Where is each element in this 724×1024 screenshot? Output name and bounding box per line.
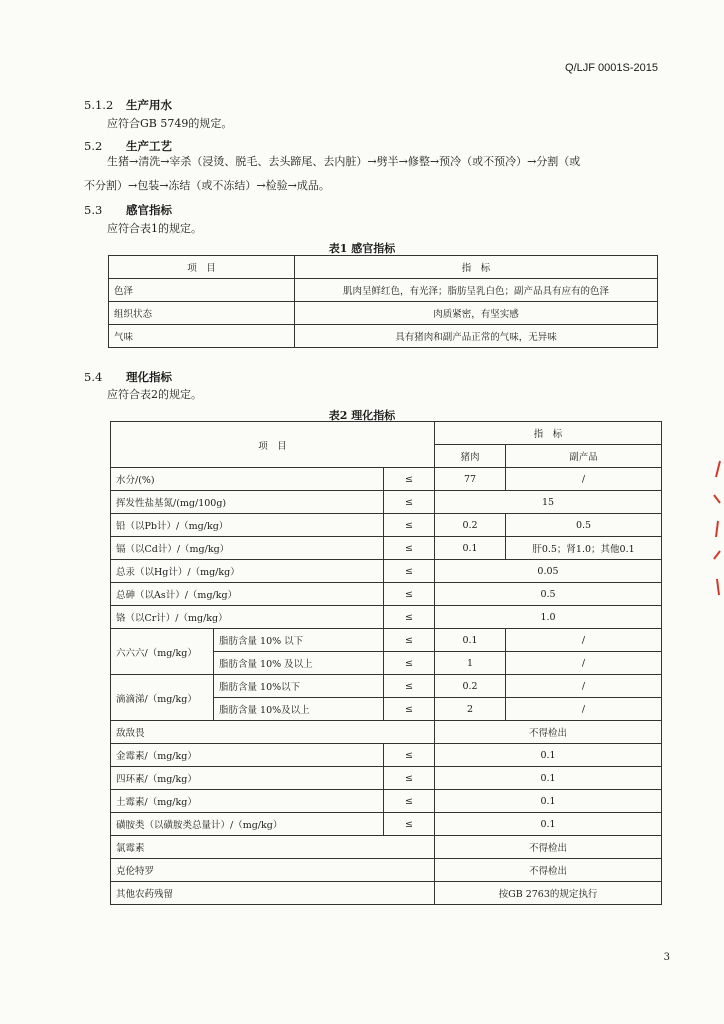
- table-row-item: 六六六/（mg/kg）: [111, 629, 214, 675]
- merged-value: 0.1: [435, 767, 662, 790]
- table-row-item: 氯霉素: [111, 836, 435, 859]
- le-symbol: ≤: [384, 675, 435, 698]
- table-row-item: 镉（以Cd计）/（mg/kg）: [111, 537, 384, 560]
- merged-value: 0.5: [435, 583, 662, 606]
- byproduct-value: /: [506, 629, 662, 652]
- pork-value: 0.1: [435, 629, 506, 652]
- merged-value: 15: [435, 491, 662, 514]
- le-symbol: ≤: [384, 813, 435, 836]
- le-symbol: ≤: [384, 606, 435, 629]
- sub-condition: 脂肪含量 10% 及以上: [214, 652, 384, 675]
- table1-row-value: 肌肉呈鲜红色，有光泽；脂肪呈乳白色；副产品具有应有的色泽: [295, 279, 658, 302]
- le-symbol: ≤: [384, 698, 435, 721]
- process-line-2: 不分割）→包装→冻结（或不冻结）→检验→成品。: [84, 179, 330, 192]
- sensory-table: [108, 255, 658, 348]
- table2-caption: 表2 理化指标: [328, 409, 396, 422]
- pork-value: 0.2: [435, 675, 506, 698]
- pork-value: 2: [435, 698, 506, 721]
- table-row-item: 挥发性盐基氮/(mg/100g): [111, 491, 384, 514]
- heading-5-3: 5.3 感官指标: [84, 203, 172, 217]
- le-symbol: ≤: [384, 537, 435, 560]
- merged-value: 0.1: [435, 744, 662, 767]
- byproduct-value: /: [506, 698, 662, 721]
- process-line-1: 生猪→清洗→宰杀（浸烫、脱毛、去头蹄尾、去内脏）→劈半→修整→预冷（或不预冷）→分割（或: [107, 155, 581, 168]
- table1-header-item: 项 目: [109, 256, 295, 279]
- red-seal-fragment-icon: [710, 455, 724, 615]
- merged-value: 不得检出: [435, 836, 662, 859]
- table-row-item: 土霉素/（mg/kg）: [111, 790, 384, 813]
- sub-condition: 脂肪含量 10%以下: [214, 675, 384, 698]
- le-symbol: ≤: [384, 652, 435, 675]
- sub-condition: 脂肪含量 10%及以上: [214, 698, 384, 721]
- paragraph-5-3: 应符合表1的规定。: [107, 222, 202, 235]
- le-symbol: ≤: [384, 629, 435, 652]
- byproduct-value: 肝0.5；肾1.0；其他0.1: [506, 537, 662, 560]
- le-symbol: ≤: [384, 744, 435, 767]
- le-symbol: ≤: [384, 790, 435, 813]
- table-row-item: 铬（以Cr计）/（mg/kg）: [111, 606, 384, 629]
- page-number: 3: [663, 952, 670, 963]
- heading-5-2: 5.2 生产工艺: [84, 139, 172, 153]
- table2-header-byproduct: 副产品: [506, 445, 662, 468]
- merged-value: 0.1: [435, 790, 662, 813]
- table-row-item: 磺胺类（以磺胺类总量计）/（mg/kg）: [111, 813, 384, 836]
- table-row-item: 金霉素/（mg/kg）: [111, 744, 384, 767]
- table-row-item: 克伦特罗: [111, 859, 435, 882]
- table2-header-index: 指 标: [435, 422, 662, 445]
- le-symbol: ≤: [384, 468, 435, 491]
- standard-number: Q/LJF 0001S-2015: [565, 62, 658, 74]
- paragraph-5-1-2: 应符合GB 5749的规定。: [107, 117, 233, 130]
- byproduct-value: /: [506, 675, 662, 698]
- byproduct-value: /: [506, 652, 662, 675]
- table-row-item: 四环素/（mg/kg）: [111, 767, 384, 790]
- table1-row-item: 组织状态: [109, 302, 295, 325]
- table-row-item: 总砷（以As计）/（mg/kg）: [111, 583, 384, 606]
- merged-value: 不得检出: [435, 859, 662, 882]
- merged-value: 0.05: [435, 560, 662, 583]
- byproduct-value: /: [506, 468, 662, 491]
- table1-caption: 表1 感官指标: [328, 242, 396, 255]
- merged-value: 按GB 2763的规定执行: [435, 882, 662, 905]
- paragraph-5-4: 应符合表2的规定。: [107, 388, 202, 401]
- table1-header-index: 指 标: [295, 256, 658, 279]
- table-row-item: 总汞（以Hg计）/（mg/kg）: [111, 560, 384, 583]
- table1-row-value: 具有猪肉和副产品正常的气味，无异味: [295, 325, 658, 348]
- table-row-item: 滴滴涕/（mg/kg）: [111, 675, 214, 721]
- table2-header-pork: 猪肉: [435, 445, 506, 468]
- merged-value: 不得检出: [435, 721, 662, 744]
- table2-header-item: 项 目: [111, 422, 435, 468]
- le-symbol: ≤: [384, 767, 435, 790]
- le-symbol: ≤: [384, 560, 435, 583]
- le-symbol: ≤: [384, 514, 435, 537]
- pork-value: 0.2: [435, 514, 506, 537]
- le-symbol: ≤: [384, 583, 435, 606]
- physchem-table: [110, 421, 662, 905]
- le-symbol: ≤: [384, 491, 435, 514]
- table1-row-item: 色泽: [109, 279, 295, 302]
- pork-value: 77: [435, 468, 506, 491]
- merged-value: 0.1: [435, 813, 662, 836]
- table-row-item: 其他农药残留: [111, 882, 435, 905]
- heading-5-1-2: 5.1.2 生产用水: [84, 98, 172, 112]
- table-row-item: 敌敌畏: [111, 721, 435, 744]
- pork-value: 0.1: [435, 537, 506, 560]
- table-row-item: 水分/(%): [111, 468, 384, 491]
- table1-row-value: 肉质紧密，有坚实感: [295, 302, 658, 325]
- table1-row-item: 气味: [109, 325, 295, 348]
- merged-value: 1.0: [435, 606, 662, 629]
- heading-5-4: 5.4 理化指标: [84, 370, 172, 384]
- sub-condition: 脂肪含量 10% 以下: [214, 629, 384, 652]
- byproduct-value: 0.5: [506, 514, 662, 537]
- pork-value: 1: [435, 652, 506, 675]
- table-row-item: 铅（以Pb计）/（mg/kg）: [111, 514, 384, 537]
